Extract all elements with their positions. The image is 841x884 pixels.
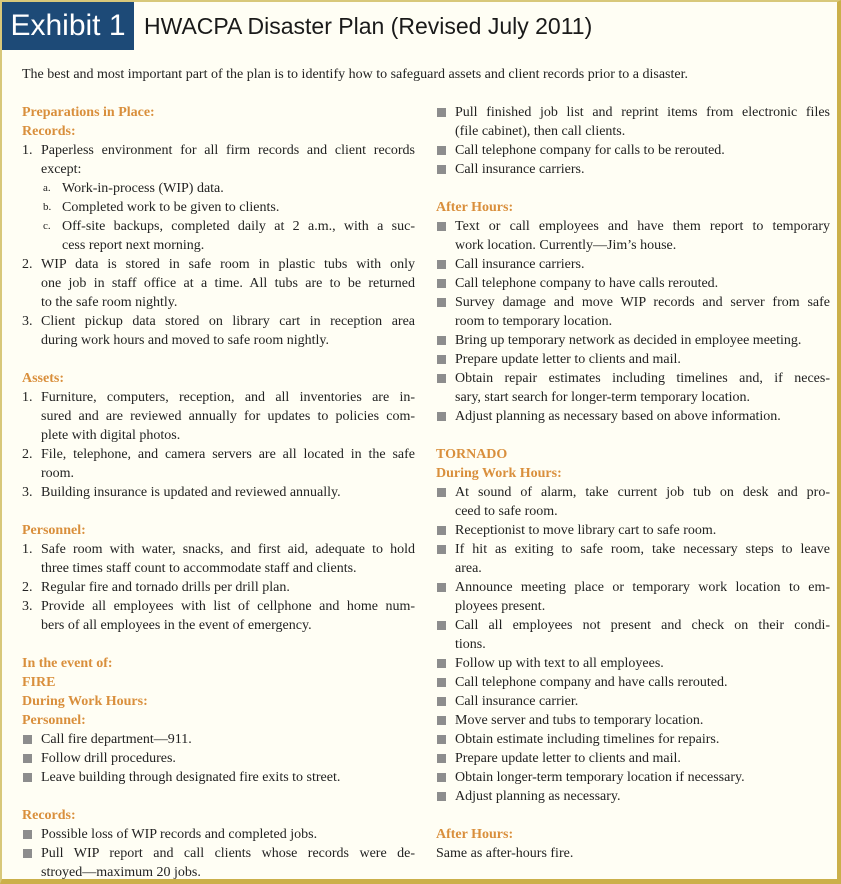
bullet-item-cont: ceed to safe room.: [455, 504, 558, 519]
list-item: 2. WIP data is stored in safe room in plastic tubs with only: [22, 257, 415, 272]
bullet-item: Obtain estimate including timelines for repairs.: [436, 730, 830, 749]
bullet-item-cont: stroyed—maximum 20 jobs.: [41, 865, 201, 880]
list-item: 1. Safe room with water, snacks, and first aid, adequate to hold: [22, 542, 415, 557]
bullet-item-cont: room to temporary location.: [455, 314, 613, 329]
tornado-heading: TORNADO: [436, 447, 508, 462]
list-item-cont: three times staff count to accommodate staff and clients.: [41, 561, 357, 576]
list-item-cont: bers of all employees in the event of emergency.: [41, 618, 312, 633]
square-bullet-icon: [437, 697, 446, 706]
bullet-item: Prepare update letter to clients and mail.: [436, 350, 830, 369]
exhibit-header: [2, 2, 837, 50]
bullet-item: Possible loss of WIP records and completed jobs.: [22, 825, 415, 844]
list-letter: b.: [43, 201, 52, 213]
assets-heading: Assets:: [22, 371, 64, 386]
bullet-item-cont: work location. Currently—Jim’s house.: [455, 238, 677, 253]
bullet-item: Announce meeting place or temporary work location to em-: [436, 578, 830, 597]
list-number: 2.: [22, 257, 33, 272]
list-number: 1.: [22, 143, 33, 158]
bullet-item-cont: tions.: [455, 637, 486, 652]
right-column: [436, 103, 830, 863]
records-subheading: Records:: [22, 808, 76, 823]
square-bullet-icon: [437, 412, 446, 421]
left-column: [22, 103, 415, 882]
tornado-during-heading: During Work Hours:: [436, 466, 562, 481]
square-bullet-icon: [437, 526, 446, 535]
square-bullet-icon: [437, 355, 446, 364]
square-bullet-icon: [437, 488, 446, 497]
bullet-item: Move server and tubs to temporary location.: [436, 711, 830, 730]
square-bullet-icon: [437, 583, 446, 592]
bullet-item: Obtain repair estimates including timelines and, if neces-: [436, 369, 830, 388]
list-item-cont: to the safe room nightly.: [41, 295, 178, 310]
list-number: 3.: [22, 314, 33, 329]
list-item-cont: room.: [41, 466, 75, 481]
bullet-item: Pull WIP report and call clients whose records were de-: [22, 844, 415, 863]
list-item: 3. Client pickup data stored on library cart in reception area: [22, 314, 415, 329]
list-letter: a.: [43, 182, 51, 194]
list-item: 3. Building insurance is updated and reviewed annually.: [22, 485, 341, 500]
list-number: 2.: [22, 447, 33, 462]
event-heading: In the event of:: [22, 656, 113, 671]
list-item-cont: except:: [41, 162, 82, 177]
list-item: 2. Regular fire and tornado drills per drill plan.: [22, 580, 290, 595]
list-item-cont: plete with digital photos.: [41, 428, 181, 443]
preparations-heading: Preparations in Place:: [22, 105, 155, 120]
square-bullet-icon: [437, 773, 446, 782]
list-number: 1.: [22, 390, 33, 405]
list-item: 1. Furniture, computers, reception, and all inventories are in-: [22, 390, 415, 405]
bullet-item: Call fire department—911.: [22, 730, 415, 749]
exhibit-label: Exhibit 1: [2, 2, 134, 50]
bullet-item-cont: (file cabinet), then call clients.: [455, 124, 626, 139]
bullet-item-cont: area.: [455, 561, 482, 576]
intro-paragraph: The best and most important part of the plan is to identify how to safeguard assets and client records prior to a disaster.: [22, 67, 688, 82]
bullet-item: Prepare update letter to clients and mail.: [436, 749, 830, 768]
square-bullet-icon: [23, 849, 32, 858]
square-bullet-icon: [437, 222, 446, 231]
bullet-item: Adjust planning as necessary.: [436, 787, 830, 806]
square-bullet-icon: [437, 754, 446, 763]
square-bullet-icon: [437, 545, 446, 554]
personnel-subheading: Personnel:: [22, 713, 86, 728]
square-bullet-icon: [437, 659, 446, 668]
square-bullet-icon: [437, 678, 446, 687]
square-bullet-icon: [437, 108, 446, 117]
after-hours-heading: After Hours:: [436, 200, 514, 215]
bullet-item: Receptionist to move library cart to safe room.: [436, 521, 830, 540]
bullet-item: Text or call employees and have them report to temporary: [436, 217, 830, 236]
square-bullet-icon: [23, 754, 32, 763]
bullet-item: Pull finished job list and reprint items from electronic files: [436, 103, 830, 122]
square-bullet-icon: [437, 165, 446, 174]
bullet-item: Follow up with text to all employees.: [436, 654, 830, 673]
list-item-cont: during work hours and moved to safe room nightly.: [41, 333, 329, 348]
square-bullet-icon: [437, 298, 446, 307]
records-heading: Records:: [22, 124, 76, 139]
square-bullet-icon: [437, 621, 446, 630]
square-bullet-icon: [437, 716, 446, 725]
list-number: 3.: [22, 485, 33, 500]
bullet-item: Call all employees not present and check on their condi-: [436, 616, 830, 635]
personnel-heading: Personnel:: [22, 523, 86, 538]
tornado-after-hours-heading: After Hours:: [436, 827, 514, 842]
bullet-item: Bring up temporary network as decided in employee meeting.: [436, 331, 830, 350]
list-letter: c.: [43, 220, 51, 232]
bullet-item: If hit as exiting to safe room, take necessary steps to leave: [436, 540, 830, 559]
list-number: 3.: [22, 599, 33, 614]
bullet-item: Follow drill procedures.: [22, 749, 415, 768]
exhibit-title: HWACPA Disaster Plan (Revised July 2011): [144, 13, 593, 39]
fire-heading: FIRE: [22, 675, 56, 690]
square-bullet-icon: [23, 830, 32, 839]
during-work-hours-heading: During Work Hours:: [22, 694, 148, 709]
bullet-item: Call insurance carriers.: [436, 160, 830, 179]
bullet-item: Call telephone company for calls to be rerouted.: [436, 141, 830, 160]
bullet-item: Call insurance carriers.: [436, 255, 830, 274]
square-bullet-icon: [23, 735, 32, 744]
list-item-cont: one job in staff office at a time. All tubs are to be returned: [41, 276, 415, 291]
bullet-item: Survey damage and move WIP records and server from safe: [436, 293, 830, 312]
list-item: 2. File, telephone, and camera servers are all located in the safe: [22, 447, 415, 462]
sub-list-item-cont: cess report next morning.: [62, 238, 205, 253]
square-bullet-icon: [437, 374, 446, 383]
bullet-item-cont: ployees present.: [455, 599, 546, 614]
sub-list-item: c. Off-site backups, completed daily at 2 a.m., with a suc-: [43, 219, 415, 234]
tornado-after-hours-text: Same as after-hours fire.: [436, 846, 574, 861]
sub-list-item: a. Work-in-process (WIP) data.: [43, 181, 224, 196]
square-bullet-icon: [437, 260, 446, 269]
bullet-item: Call telephone company to have calls rerouted.: [436, 274, 830, 293]
bullet-item: At sound of alarm, take current job tub on desk and pro-: [436, 483, 830, 502]
square-bullet-icon: [437, 735, 446, 744]
bullet-item-cont: sary, start search for longer-term temporary location.: [455, 390, 751, 405]
square-bullet-icon: [437, 146, 446, 155]
list-item: 3. Provide all employees with list of cellphone and home num-: [22, 599, 415, 614]
square-bullet-icon: [23, 773, 32, 782]
bullet-item: Adjust planning as necessary based on above information.: [436, 407, 830, 426]
list-item: 1. Paperless environment for all firm records and client records: [22, 143, 415, 158]
bullet-item: Leave building through designated fire exits to street.: [22, 768, 415, 787]
list-number: 1.: [22, 542, 33, 557]
square-bullet-icon: [437, 792, 446, 801]
sub-list-item: b. Completed work to be given to clients.: [43, 200, 280, 215]
bullet-item: Call insurance carrier.: [436, 692, 830, 711]
list-item-cont: sured and are reviewed annually for updates to policies com-: [41, 409, 415, 424]
square-bullet-icon: [437, 279, 446, 288]
bullet-item: Call telephone company and have calls rerouted.: [436, 673, 830, 692]
list-number: 2.: [22, 580, 33, 595]
bullet-item: Obtain longer-term temporary location if necessary.: [436, 768, 830, 787]
square-bullet-icon: [437, 336, 446, 345]
